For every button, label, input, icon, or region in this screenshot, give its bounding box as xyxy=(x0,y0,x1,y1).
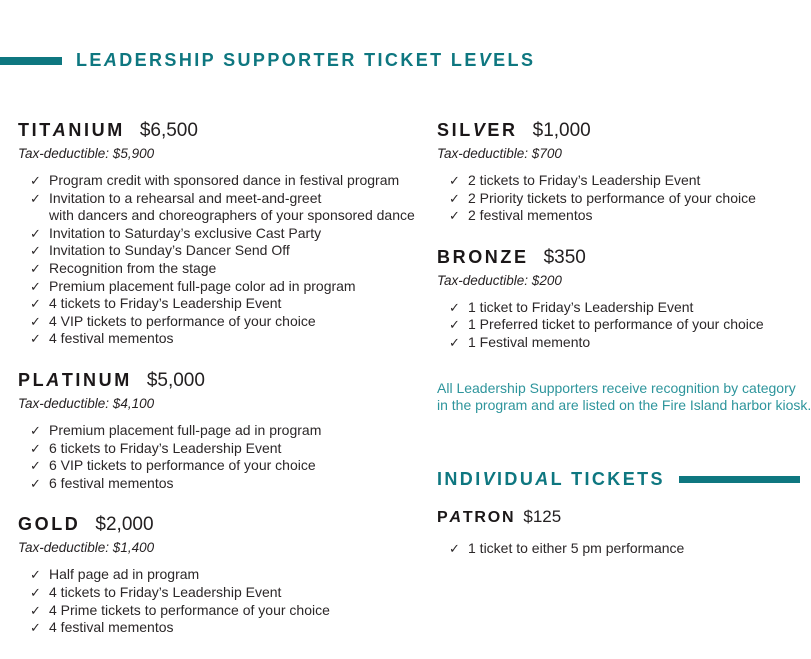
benefit-item-continuation xyxy=(30,207,432,225)
benefit-text: 4 tickets to Friday’s Leadership Event xyxy=(49,295,282,312)
check-icon: ✓ xyxy=(30,458,41,474)
tier-price: $6,500 xyxy=(139,120,198,141)
tier-heading xyxy=(18,120,432,142)
tier-heading xyxy=(437,247,800,269)
benefit-text: 4 VIP tickets to performance of your choice xyxy=(49,312,316,329)
benefit-item xyxy=(449,299,800,317)
benefit-item xyxy=(30,422,432,440)
benefit-item xyxy=(30,225,432,243)
individual-tickets-title: INDIVIDUAL TICKETS xyxy=(437,468,665,489)
benefit-text: Recognition from the stage xyxy=(49,259,217,276)
tier-price: $350 xyxy=(543,246,586,268)
tax-deductible-note: Tax-deductible: $700 xyxy=(437,146,562,161)
page-header xyxy=(0,50,535,71)
tier-price: $1,000 xyxy=(532,120,591,141)
check-icon: ✓ xyxy=(30,584,41,600)
benefit-list xyxy=(18,422,432,492)
benefit-text: 1 ticket to either 5 pm performance xyxy=(468,539,685,556)
tier-titanium xyxy=(18,120,432,348)
benefit-item xyxy=(30,584,432,602)
tier-name: GOLD xyxy=(18,514,81,535)
tier-heading xyxy=(18,370,432,392)
check-icon: ✓ xyxy=(30,567,41,583)
recognition-note-line1: All Leadership Supporters receive recognition by category xyxy=(437,379,796,396)
tier-gold xyxy=(18,514,432,636)
check-icon: ✓ xyxy=(30,422,41,438)
benefit-text: 2 Priority tickets to performance of your choice xyxy=(468,189,756,206)
benefit-item xyxy=(30,278,432,296)
benefit-item xyxy=(449,316,800,334)
check-icon: ✓ xyxy=(449,540,460,556)
benefit-text: 1 Festival memento xyxy=(468,333,591,350)
benefit-text: 1 ticket to Friday’s Leadership Event xyxy=(468,298,694,315)
benefit-item xyxy=(449,334,800,352)
benefit-item xyxy=(30,619,432,637)
benefit-text: Invitation to Sunday’s Dancer Send Off xyxy=(49,242,290,259)
benefit-text: 4 festival mementos xyxy=(49,619,174,636)
check-icon: ✓ xyxy=(30,475,41,491)
benefit-text: Premium placement full-page color ad in program xyxy=(49,277,356,294)
recognition-note-line2: in the program and are listed on the Fire Island harbor kiosk. xyxy=(437,397,811,414)
check-icon: ✓ xyxy=(449,334,460,350)
header-rule-icon xyxy=(679,476,800,483)
check-icon: ✓ xyxy=(30,620,41,636)
benefit-item xyxy=(449,207,800,225)
header-rule-icon xyxy=(0,57,62,65)
benefit-item xyxy=(30,475,432,493)
benefit-text: Half page ad in program xyxy=(49,566,200,583)
tier-name: TITANIUM xyxy=(18,120,125,140)
tier-heading xyxy=(437,120,800,142)
benefit-item xyxy=(30,190,432,208)
tax-deductible-note: Tax-deductible: $200 xyxy=(437,272,562,288)
benefit-item xyxy=(30,457,432,475)
tier-name: BRONZE xyxy=(437,246,529,267)
benefit-item xyxy=(449,540,800,558)
check-icon: ✓ xyxy=(30,296,41,312)
benefit-text: Invitation to Saturday’s exclusive Cast Party xyxy=(49,224,322,241)
benefit-list xyxy=(437,540,800,558)
benefit-item xyxy=(30,330,432,348)
benefit-item xyxy=(30,566,432,584)
benefit-list xyxy=(18,172,432,348)
benefit-item xyxy=(449,172,800,190)
check-icon: ✓ xyxy=(449,173,460,188)
check-icon: ✓ xyxy=(30,440,41,456)
check-icon: ✓ xyxy=(30,260,41,276)
recognition-note xyxy=(437,379,811,415)
benefit-text: 4 tickets to Friday’s Leadership Event xyxy=(49,583,282,600)
tier-price: $5,000 xyxy=(146,369,205,391)
tier-patron-heading xyxy=(437,507,800,527)
tier-price: $2,000 xyxy=(95,514,154,536)
tier-name: SILVER xyxy=(437,120,518,140)
tier-name: PLATINUM xyxy=(18,369,132,390)
check-icon: ✓ xyxy=(30,313,41,329)
tax-deductible-note: Tax-deductible: $4,100 xyxy=(18,395,155,411)
check-icon: ✓ xyxy=(449,299,460,315)
benefit-text: 1 Preferred ticket to performance of your choice xyxy=(468,316,764,333)
check-icon: ✓ xyxy=(30,331,41,347)
tax-deductible-note: Tax-deductible: $1,400 xyxy=(18,540,155,556)
benefit-text: 6 tickets to Friday’s Leadership Event xyxy=(49,439,282,456)
benefit-item xyxy=(30,260,432,278)
benefit-text: Premium placement full-page ad in program xyxy=(49,421,322,438)
tier-heading xyxy=(18,514,432,536)
benefit-item xyxy=(30,440,432,458)
check-icon: ✓ xyxy=(30,243,41,259)
tier-platinum xyxy=(18,370,432,492)
individual-tickets-header xyxy=(437,469,800,490)
tax-deductible-note: Tax-deductible: $5,900 xyxy=(18,146,155,161)
benefit-text: with dancers and choreographers of your sponsored dance xyxy=(49,207,415,224)
benefit-text: 2 festival mementos xyxy=(468,207,593,224)
check-icon: ✓ xyxy=(449,317,460,333)
benefit-item xyxy=(30,313,432,331)
check-icon: ✓ xyxy=(449,208,460,224)
benefit-list xyxy=(18,566,432,636)
benefit-list xyxy=(437,172,800,225)
benefit-item xyxy=(449,190,800,208)
check-icon: ✓ xyxy=(30,602,41,618)
check-icon: ✓ xyxy=(30,278,41,294)
check-icon: ✓ xyxy=(30,173,41,188)
benefit-item xyxy=(30,295,432,313)
benefit-list xyxy=(437,299,800,352)
check-icon: ✓ xyxy=(30,190,41,206)
benefit-text: Invitation to a rehearsal and meet-and-greet xyxy=(49,189,322,206)
check-icon: ✓ xyxy=(449,190,460,206)
page-title: LEADERSHIP SUPPORTER TICKET LEVELS xyxy=(76,50,536,70)
benefit-item xyxy=(30,242,432,260)
benefit-item xyxy=(30,602,432,620)
tier-bronze xyxy=(437,247,800,352)
tier-price: $125 xyxy=(523,506,562,526)
tier-silver xyxy=(437,120,800,225)
benefit-text: 6 VIP tickets to performance of your choice xyxy=(49,457,316,474)
left-column xyxy=(18,120,432,659)
benefit-item xyxy=(30,172,432,190)
benefit-text: 6 festival mementos xyxy=(49,474,174,491)
right-column xyxy=(437,120,811,557)
benefit-text: 2 tickets to Friday’s Leadership Event xyxy=(468,172,701,188)
benefit-text: Program credit with sponsored dance in festival program xyxy=(49,172,400,188)
tier-name: PATRON xyxy=(437,508,516,526)
check-icon: ✓ xyxy=(30,225,41,241)
benefit-text: 4 festival mementos xyxy=(49,330,174,347)
benefit-text: 4 Prime tickets to performance of your choice xyxy=(49,601,330,618)
